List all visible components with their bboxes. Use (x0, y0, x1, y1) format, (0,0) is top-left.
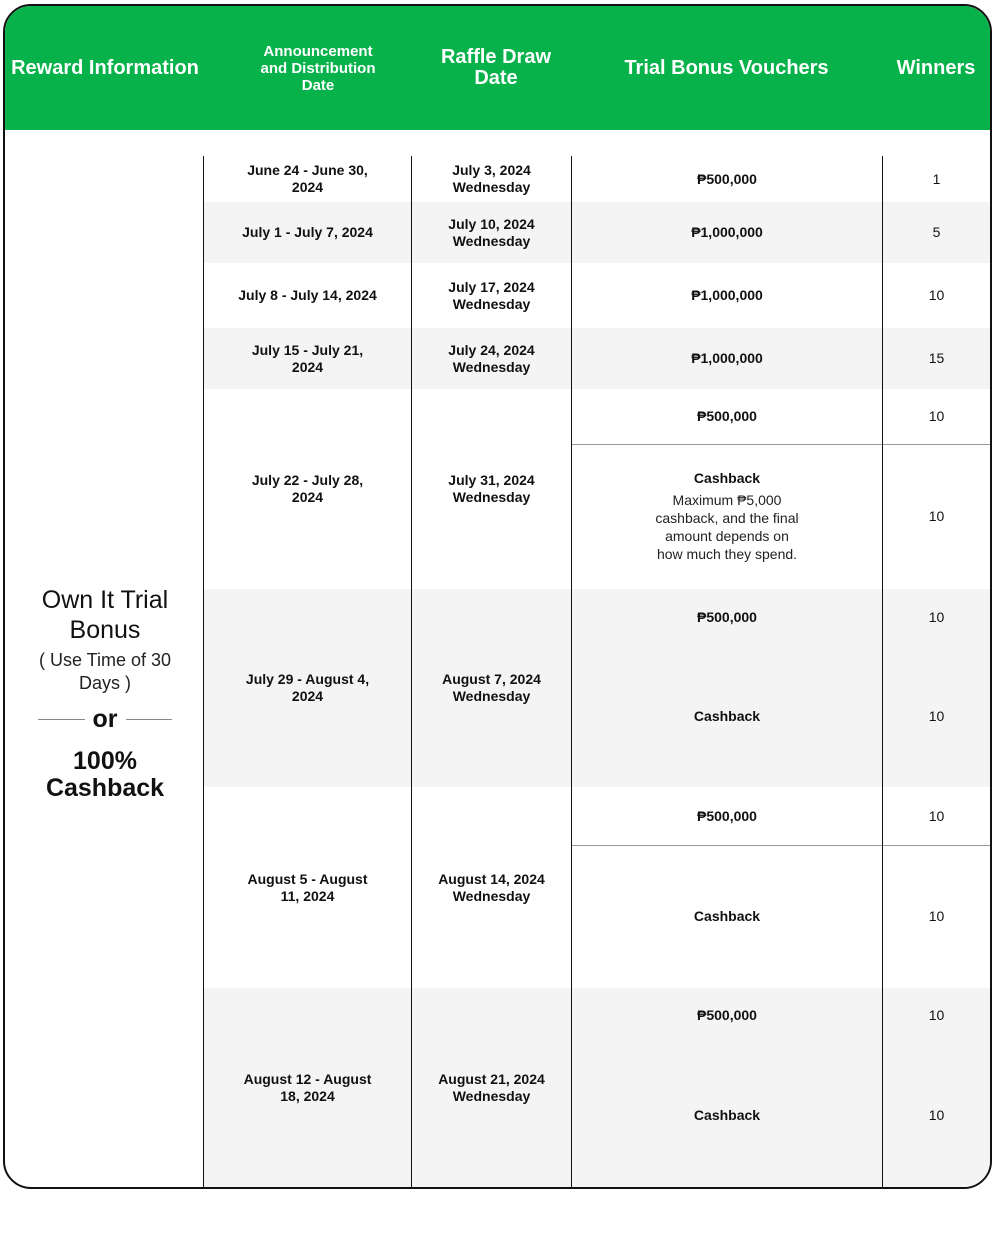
voucher-cell (572, 444, 882, 589)
raffle-draw-date-text: July 24, 2024 (448, 341, 535, 358)
voucher-value: ₱500,000 (697, 807, 757, 824)
winners-count: 10 (928, 408, 945, 424)
header-winners: Winners (896, 56, 976, 79)
raffle-draw-date-text: August 7, 2024 (442, 671, 541, 687)
announcement-date-cell (204, 328, 411, 389)
raffle-draw-day-text: Wednesday (452, 179, 531, 195)
raffle-draw-day-text: Wednesday (452, 887, 531, 904)
or-divider (38, 705, 172, 734)
winners-cell (883, 845, 990, 988)
winners-count: 10 (928, 287, 945, 303)
winners-cell (883, 202, 990, 263)
raffle-draw-day-text: Wednesday (452, 489, 531, 505)
voucher-cell (572, 328, 882, 389)
winners-count: 10 (928, 508, 945, 524)
announcement-date-text: August 5 - August 11, 2024 (247, 870, 368, 904)
reward-alternative: 100% Cashback (45, 747, 165, 802)
announcement-date-text: July 29 - August 4, 2024 (245, 671, 370, 704)
voucher-value: ₱500,000 (697, 609, 757, 625)
reward-information-cell (5, 130, 205, 1187)
winners-count: 10 (928, 609, 945, 625)
raffle-draw-date-text: August 21, 2024 (438, 1070, 545, 1087)
voucher-note: Maximum ₱5,000 cashback, and the final amount depends on how much they spend. (655, 492, 799, 562)
voucher-value: ₱500,000 (697, 408, 757, 424)
winners-cell (883, 328, 990, 389)
raffle-draw-date-cell (412, 202, 571, 263)
column-divider (203, 156, 204, 1187)
column-divider (411, 156, 412, 1187)
raffle-draw-date-cell (412, 389, 571, 589)
voucher-value: ₱500,000 (697, 1007, 757, 1023)
raffle-draw-date-text: July 3, 2024 (452, 162, 531, 178)
raffle-draw-date-text: July 17, 2024 (448, 278, 535, 295)
raffle-draw-date-cell (412, 328, 571, 389)
winners-cell (883, 1043, 990, 1187)
winners-cell (883, 589, 990, 646)
voucher-cell (572, 156, 882, 202)
divider-line-left (38, 719, 85, 720)
voucher-cell (572, 787, 882, 845)
voucher-value: Cashback (693, 708, 761, 724)
or-label: or (92, 705, 118, 733)
voucher-value: Cashback (693, 470, 761, 486)
voucher-cell (572, 1043, 882, 1187)
announcement-date-text: July 8 - July 14, 2024 (238, 287, 377, 303)
winners-count: 15 (928, 350, 945, 366)
voucher-cell (572, 389, 882, 444)
announcement-date-cell (204, 988, 411, 1187)
header-raffle-draw-date: Raffle Draw Date (440, 46, 552, 89)
announcement-date-cell (204, 589, 411, 787)
announcement-date-cell (204, 389, 411, 589)
header-trial-bonus-vouchers: Trial Bonus Vouchers (624, 56, 829, 79)
winners-count: 10 (928, 908, 945, 924)
voucher-cell (572, 589, 882, 646)
raffle-draw-date-cell (412, 156, 571, 202)
winners-count: 10 (928, 1106, 945, 1123)
reward-subtitle: ( Use Time of 30 Days ) (38, 650, 172, 693)
voucher-value: ₱1,000,000 (691, 224, 763, 240)
winners-cell (883, 988, 990, 1043)
winners-cell (883, 263, 990, 328)
table-header (5, 6, 990, 130)
voucher-value: Cashback (693, 908, 761, 924)
header-reward-information: Reward Information (11, 56, 199, 79)
announcement-date-text: July 22 - July 28, 2024 (251, 472, 364, 505)
raffle-draw-day-text: Wednesday (452, 358, 531, 375)
winners-cell (883, 444, 990, 589)
column-divider (882, 156, 883, 1187)
voucher-value: ₱1,000,000 (691, 287, 763, 303)
winners-cell (883, 787, 990, 845)
announcement-date-cell (204, 202, 411, 263)
announcement-date-text: August 12 - August 18, 2024 (243, 1070, 372, 1104)
voucher-cell (572, 263, 882, 328)
raffle-draw-date-cell (412, 787, 571, 988)
winners-cell (883, 156, 990, 202)
voucher-cell (572, 845, 882, 988)
raffle-draw-date-cell (412, 988, 571, 1187)
voucher-cell (572, 202, 882, 263)
raffle-draw-day-text: Wednesday (452, 295, 531, 312)
winners-cell (883, 389, 990, 444)
announcement-date-cell (204, 263, 411, 328)
divider-line-right (126, 719, 173, 720)
voucher-value: ₱1,000,000 (691, 350, 763, 366)
raffle-draw-date-text: July 10, 2024 (448, 215, 535, 232)
voucher-cell (572, 988, 882, 1043)
voucher-value: Cashback (693, 1106, 761, 1123)
announcement-date-cell (204, 156, 411, 202)
raffle-draw-day-text: Wednesday (452, 1087, 531, 1104)
raffle-draw-date-cell (412, 263, 571, 328)
announcement-date-text: June 24 - June 30, 2024 (247, 162, 368, 195)
announcement-date-text: July 1 - July 7, 2024 (242, 224, 373, 240)
winners-cell (883, 646, 990, 787)
announcement-date-cell (204, 787, 411, 988)
column-divider (571, 156, 572, 1187)
winners-count: 5 (932, 224, 941, 240)
voucher-value: ₱500,000 (697, 170, 757, 187)
winners-count: 10 (928, 807, 945, 824)
raffle-draw-date-text: August 14, 2024 (438, 870, 545, 887)
winners-count: 10 (928, 708, 945, 724)
raffle-draw-day-text: Wednesday (452, 232, 531, 249)
announcement-date-text: July 15 - July 21, 2024 (251, 341, 364, 375)
winners-count: 1 (932, 170, 941, 187)
header-announcement-date: Announcement and Distribution Date (260, 42, 376, 94)
voucher-cell (572, 646, 882, 787)
reward-table-card (3, 4, 992, 1189)
reward-title: Own It Trial Bonus (41, 586, 169, 644)
winners-count: 10 (928, 1007, 945, 1023)
raffle-draw-date-text: July 31, 2024 (448, 472, 535, 488)
raffle-draw-date-cell (412, 589, 571, 787)
raffle-draw-day-text: Wednesday (452, 688, 531, 704)
